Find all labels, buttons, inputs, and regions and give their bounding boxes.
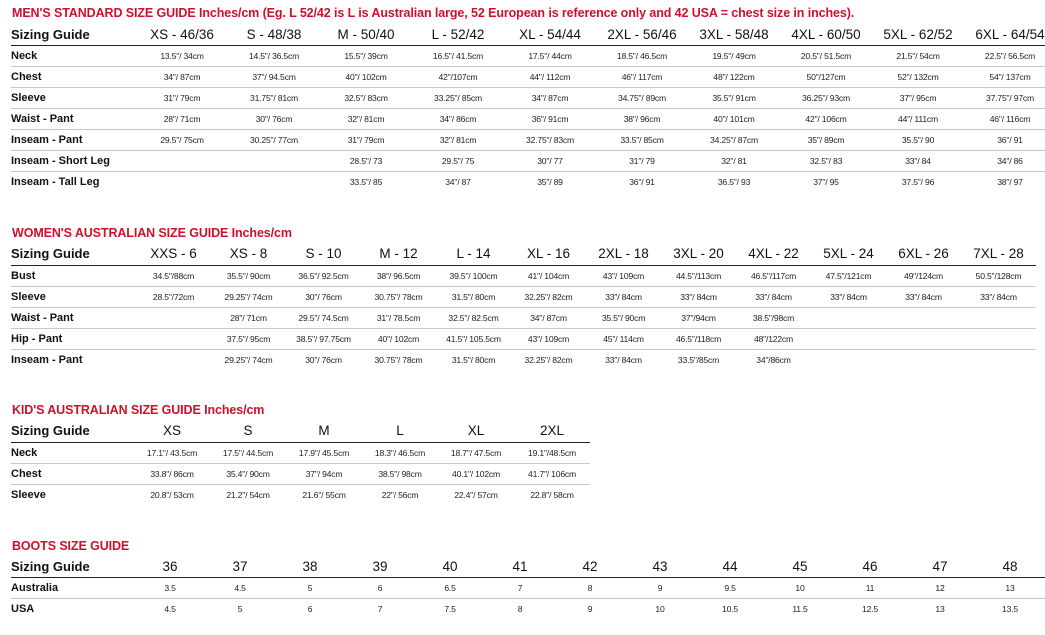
size-cell: 32.25"/ 82cm xyxy=(511,286,586,307)
size-cell: 19.1"/48.5cm xyxy=(514,442,590,463)
size-header-xs-8: XS - 8 xyxy=(211,243,286,265)
size-header-m: M xyxy=(286,420,362,442)
size-cell: 3.5 xyxy=(135,577,205,598)
row-sleeve xyxy=(11,484,590,505)
size-cell: 6.5 xyxy=(415,577,485,598)
size-cell: 13.5 xyxy=(1002,603,1018,614)
size-cell: 36.25"/ 93cm xyxy=(780,87,872,108)
size-cell: 33.5"/85cm xyxy=(677,354,720,365)
size-cell: 42"/ 106cm xyxy=(780,108,872,129)
size-cell: 9 xyxy=(625,577,695,598)
size-cell: 32.5"/ 82.5cm xyxy=(436,307,511,328)
size-cell: 17.5"/ 44cm xyxy=(504,45,596,66)
size-header-47: 47 xyxy=(905,557,975,577)
size-cell: 5 xyxy=(275,577,345,598)
size-cell: 52"/ 132cm xyxy=(872,66,964,87)
header-label: Sizing Guide xyxy=(11,557,135,577)
size-cell: 18.5"/ 46.5cm xyxy=(596,45,688,66)
row-inseam-short-leg xyxy=(11,150,1045,171)
size-cell: 36.5"/ 92.5cm xyxy=(286,265,361,286)
size-cell: 32"/ 81cm xyxy=(320,108,412,129)
size-cell: 37.5"/ 95cm xyxy=(211,328,286,349)
size-cell: 21.2"/ 54cm xyxy=(226,489,270,500)
size-header-46: 46 xyxy=(835,557,905,577)
size-cell: 39.5"/ 100cm xyxy=(436,265,511,286)
size-header-s-10: S - 10 xyxy=(286,243,361,265)
row-inseam-pant xyxy=(11,349,1036,370)
size-cell xyxy=(961,349,1036,370)
size-cell: 28.5"/72cm xyxy=(136,286,211,307)
size-cell: 28.5"/ 73 xyxy=(320,150,412,171)
size-header-5xl-24: 5XL - 24 xyxy=(811,243,886,265)
size-cell: 20.8"/ 53cm xyxy=(150,489,194,500)
size-cell: 17.5"/ 44.5cm xyxy=(210,442,286,463)
size-cell: 35.4"/ 90cm xyxy=(210,463,286,484)
size-cell: 7 xyxy=(377,603,383,614)
size-cell: 28"/ 71cm xyxy=(211,307,286,328)
size-cell: 9.5 xyxy=(695,577,765,598)
size-cell: 13 xyxy=(935,603,945,614)
size-cell: 34"/ 87cm xyxy=(511,307,586,328)
size-cell: 22"/ 56cm xyxy=(381,489,419,500)
size-header-2xl: 2XL xyxy=(514,420,590,442)
size-cell: 37"/ 95cm xyxy=(872,87,964,108)
size-cell: 34"/ 87cm xyxy=(136,66,228,87)
row-label: Inseam - Pant xyxy=(11,353,83,366)
kids-size-guide-title: KID'S AUSTRALIAN SIZE GUIDE Inches/cm xyxy=(12,403,265,417)
size-cell: 35"/ 89cm xyxy=(780,129,872,150)
size-cell: 10 xyxy=(765,577,835,598)
size-cell: 37"/ 94.5cm xyxy=(228,66,320,87)
header-label: Sizing Guide xyxy=(11,243,136,265)
size-header-l-14: L - 14 xyxy=(436,243,511,265)
size-cell xyxy=(811,349,886,370)
size-cell: 33"/ 84cm xyxy=(886,286,961,307)
size-header-xl: XL xyxy=(438,420,514,442)
size-cell: 34"/ 87 xyxy=(445,176,471,187)
size-cell: 46"/ 117cm xyxy=(596,66,688,87)
size-header-xl-54-44: XL - 54/44 xyxy=(504,24,596,45)
row-waist-pant xyxy=(11,307,1036,328)
size-cell: 29.5"/ 75 xyxy=(412,150,504,171)
size-header-44: 44 xyxy=(695,557,765,577)
size-cell: 40"/ 102cm xyxy=(320,66,412,87)
size-header-3xl-20: 3XL - 20 xyxy=(661,243,736,265)
row-label: Sleeve xyxy=(11,286,136,307)
size-cell: 14.5"/ 36.5cm xyxy=(228,45,320,66)
size-cell: 34.25"/ 87cm xyxy=(688,129,780,150)
size-cell xyxy=(136,171,228,192)
row-label: Neck xyxy=(11,442,134,463)
size-cell: 42"/107cm xyxy=(412,66,504,87)
size-cell: 30"/ 77 xyxy=(504,150,596,171)
kids-size-table xyxy=(11,420,590,505)
size-cell xyxy=(136,150,228,171)
size-cell: 8 xyxy=(555,577,625,598)
row-label: Sleeve xyxy=(11,87,136,108)
header-row xyxy=(11,420,590,442)
size-header-36: 36 xyxy=(135,557,205,577)
size-cell: 34"/ 87cm xyxy=(504,87,596,108)
row-label: USA xyxy=(11,602,35,615)
size-cell: 38"/ 97 xyxy=(997,176,1023,187)
row-inseam-pant xyxy=(11,129,1045,150)
size-cell: 40"/ 102cm xyxy=(361,328,436,349)
row-hip-pant xyxy=(11,328,1036,349)
size-cell: 31"/ 79cm xyxy=(320,129,412,150)
mens-size-table xyxy=(11,24,1045,192)
size-cell: 20.5"/ 51.5cm xyxy=(780,45,872,66)
womens-size-guide-title: WOMEN'S AUSTRALIAN SIZE GUIDE Inches/cm xyxy=(12,226,292,240)
size-cell: 29.25"/ 74cm xyxy=(211,286,286,307)
size-cell: 4.5 xyxy=(205,577,275,598)
size-cell: 33"/ 84cm xyxy=(961,286,1036,307)
size-cell: 36.5"/ 93 xyxy=(717,176,751,187)
size-cell xyxy=(811,307,886,328)
womens-size-table xyxy=(11,243,1036,370)
size-cell: 37"/ 95 xyxy=(813,176,839,187)
row-usa xyxy=(11,598,1045,619)
size-cell xyxy=(886,349,961,370)
size-cell xyxy=(136,307,211,328)
size-cell: 35.5"/ 90cm xyxy=(586,307,661,328)
row-australia xyxy=(11,577,1045,598)
size-cell: 8 xyxy=(517,603,523,614)
header-row xyxy=(11,24,1045,45)
size-cell: 34.75"/ 89cm xyxy=(596,87,688,108)
size-cell: 50"/127cm xyxy=(780,66,872,87)
size-cell: 31"/ 79cm xyxy=(136,87,228,108)
size-cell: 17.9"/ 45.5cm xyxy=(286,442,362,463)
boots-size-table xyxy=(11,557,1045,619)
size-header-6xl-64-54: 6XL - 64/54 xyxy=(964,24,1045,45)
row-label: Inseam - Pant xyxy=(11,129,136,150)
size-cell: 6 xyxy=(307,603,313,614)
size-cell: 35.5"/ 90cm xyxy=(211,265,286,286)
size-cell: 32.5"/ 83cm xyxy=(320,87,412,108)
size-cell: 31"/ 79 xyxy=(596,150,688,171)
size-cell: 46.5"/118cm xyxy=(661,328,736,349)
size-cell: 30.75"/ 78cm xyxy=(374,354,423,365)
size-header-xl-16: XL - 16 xyxy=(511,243,586,265)
size-cell: 15.5"/ 39cm xyxy=(320,45,412,66)
size-header-42: 42 xyxy=(555,557,625,577)
row-waist-pant xyxy=(11,108,1045,129)
row-sleeve xyxy=(11,87,1045,108)
size-cell: 34"/ 86cm xyxy=(412,108,504,129)
size-cell: 48"/ 122cm xyxy=(688,66,780,87)
header-label: Sizing Guide xyxy=(11,420,134,442)
size-cell xyxy=(228,171,320,192)
row-sleeve xyxy=(11,286,1036,307)
size-header-xs: XS xyxy=(134,420,210,442)
size-cell: 44"/ 112cm xyxy=(504,66,596,87)
size-cell: 45"/ 114cm xyxy=(586,328,661,349)
size-cell: 38.5"/ 98cm xyxy=(362,463,438,484)
size-cell: 11.5 xyxy=(792,603,808,614)
size-cell: 30"/ 76cm xyxy=(305,354,342,365)
size-header-39: 39 xyxy=(345,557,415,577)
size-cell: 31.5"/ 80cm xyxy=(451,354,496,365)
size-cell xyxy=(886,307,961,328)
size-cell: 37"/ 94cm xyxy=(286,463,362,484)
size-cell: 33.8"/ 86cm xyxy=(134,463,210,484)
row-label: Waist - Pant xyxy=(11,108,136,129)
size-cell: 46"/ 116cm xyxy=(964,108,1045,129)
size-cell: 29.5"/ 74.5cm xyxy=(286,307,361,328)
size-cell: 17.1"/ 43.5cm xyxy=(134,442,210,463)
size-cell: 49"/124cm xyxy=(886,265,961,286)
size-header-4xl-60-50: 4XL - 60/50 xyxy=(780,24,872,45)
size-cell: 33"/ 84cm xyxy=(586,286,661,307)
size-cell: 44"/ 111cm xyxy=(872,108,964,129)
row-label: Inseam - Tall Leg xyxy=(11,175,100,188)
size-cell: 33.5"/ 85 xyxy=(349,176,383,187)
size-cell: 33"/ 84cm xyxy=(605,354,642,365)
size-cell: 28"/ 71cm xyxy=(136,108,228,129)
size-cell: 22.4"/ 57cm xyxy=(454,489,498,500)
row-label: Chest xyxy=(11,66,136,87)
size-header-43: 43 xyxy=(625,557,695,577)
size-cell: 36"/ 91 xyxy=(629,176,655,187)
size-cell: 36"/ 91cm xyxy=(504,108,596,129)
size-cell xyxy=(811,328,886,349)
size-cell: 38.5"/98cm xyxy=(736,307,811,328)
size-cell xyxy=(961,328,1036,349)
size-cell xyxy=(961,307,1036,328)
size-cell: 36"/ 91 xyxy=(964,129,1045,150)
size-header-7xl-28: 7XL - 28 xyxy=(961,243,1036,265)
size-header-40: 40 xyxy=(415,557,485,577)
size-header-37: 37 xyxy=(205,557,275,577)
row-label: Chest xyxy=(11,463,134,484)
size-cell: 38"/ 96cm xyxy=(596,108,688,129)
size-cell: 6 xyxy=(345,577,415,598)
size-header-xxs-6: XXS - 6 xyxy=(136,243,211,265)
size-cell: 44.5"/113cm xyxy=(661,265,736,286)
size-cell: 7.5 xyxy=(444,603,456,614)
size-cell: 37"/94cm xyxy=(661,307,736,328)
boots-size-guide-title: BOOTS SIZE GUIDE xyxy=(12,539,130,553)
size-cell: 30.75"/ 78cm xyxy=(361,286,436,307)
row-label: Australia xyxy=(11,577,135,598)
header-row xyxy=(11,557,1045,577)
row-chest xyxy=(11,66,1045,87)
size-cell: 21.5"/ 54cm xyxy=(872,45,964,66)
size-cell: 54"/ 137cm xyxy=(964,66,1045,87)
size-cell: 34"/86cm xyxy=(756,354,791,365)
size-header-4xl-22: 4XL - 22 xyxy=(736,243,811,265)
size-cell: 13.5"/ 34cm xyxy=(136,45,228,66)
size-cell: 40.1"/ 102cm xyxy=(438,463,514,484)
row-neck xyxy=(11,442,590,463)
mens-size-guide-title: MEN'S STANDARD SIZE GUIDE Inches/cm (Eg. L 52/42 is L is Australian large, 52 European is reference only and 42 USA = chest size in inches). xyxy=(12,6,855,20)
size-cell: 50.5"/128cm xyxy=(961,265,1036,286)
size-cell: 48"/122cm xyxy=(736,328,811,349)
size-header-41: 41 xyxy=(485,557,555,577)
row-bust xyxy=(11,265,1036,286)
size-cell: 19.5"/ 49cm xyxy=(688,45,780,66)
size-header-l-52-42: L - 52/42 xyxy=(412,24,504,45)
size-cell: 43"/ 109cm xyxy=(511,328,586,349)
row-label: Inseam - Short Leg xyxy=(11,150,136,171)
size-cell: 31.75"/ 81cm xyxy=(228,87,320,108)
size-cell: 4.5 xyxy=(164,603,176,614)
size-cell: 34.5"/88cm xyxy=(136,265,211,286)
size-cell: 21.6"/ 55cm xyxy=(302,489,346,500)
size-cell: 33"/ 84cm xyxy=(811,286,886,307)
size-cell xyxy=(228,150,320,171)
size-cell: 5 xyxy=(237,603,243,614)
size-cell: 46.5"/117cm xyxy=(736,265,811,286)
size-cell: 12 xyxy=(905,577,975,598)
row-label: Sleeve xyxy=(11,488,46,501)
size-cell: 31.5"/ 80cm xyxy=(436,286,511,307)
size-header-l: L xyxy=(362,420,438,442)
size-cell xyxy=(886,328,961,349)
size-cell: 38.5"/ 97.75cm xyxy=(286,328,361,349)
size-header-6xl-26: 6XL - 26 xyxy=(886,243,961,265)
size-cell: 35"/ 89 xyxy=(537,176,563,187)
size-cell: 29.5"/ 75cm xyxy=(136,129,228,150)
row-label: Bust xyxy=(11,265,136,286)
size-cell: 33"/ 84cm xyxy=(736,286,811,307)
size-header-m-12: M - 12 xyxy=(361,243,436,265)
size-cell: 35.5"/ 91cm xyxy=(688,87,780,108)
size-cell: 47.5"/121cm xyxy=(811,265,886,286)
size-cell: 22.8"/ 58cm xyxy=(530,489,574,500)
row-label: Hip - Pant xyxy=(11,328,136,349)
size-header-5xl-62-52: 5XL - 62/52 xyxy=(872,24,964,45)
size-header-2xl-18: 2XL - 18 xyxy=(586,243,661,265)
size-header-45: 45 xyxy=(765,557,835,577)
size-header-48: 48 xyxy=(975,557,1045,577)
size-cell: 43"/ 109cm xyxy=(586,265,661,286)
size-cell: 9 xyxy=(587,603,593,614)
size-header-s: S xyxy=(210,420,286,442)
size-cell: 33.5"/ 85cm xyxy=(596,129,688,150)
size-header-xs-46-36: XS - 46/36 xyxy=(136,24,228,45)
size-cell: 37.75"/ 97cm xyxy=(964,87,1045,108)
size-cell: 31"/ 78.5cm xyxy=(361,307,436,328)
size-cell: 10 xyxy=(655,603,665,614)
row-neck xyxy=(11,45,1045,66)
row-inseam-tall-leg xyxy=(11,171,1045,192)
size-cell: 37.5"/ 96 xyxy=(901,176,935,187)
size-cell: 30"/ 76cm xyxy=(286,286,361,307)
size-header-m-50-40: M - 50/40 xyxy=(320,24,412,45)
size-cell: 22.5"/ 56.5cm xyxy=(964,45,1045,66)
size-cell: 32"/ 81 xyxy=(688,150,780,171)
size-cell: 32"/ 81cm xyxy=(412,129,504,150)
header-row xyxy=(11,243,1036,265)
size-cell: 33"/ 84cm xyxy=(661,286,736,307)
size-cell: 13 xyxy=(975,577,1045,598)
size-header-2xl-56-46: 2XL - 56/46 xyxy=(596,24,688,45)
size-header-s-48-38: S - 48/38 xyxy=(228,24,320,45)
size-cell: 12.5 xyxy=(862,603,878,614)
size-header-3xl-58-48: 3XL - 58/48 xyxy=(688,24,780,45)
size-cell: 16.5"/ 41.5cm xyxy=(412,45,504,66)
size-cell: 10.5 xyxy=(722,603,738,614)
size-cell: 7 xyxy=(485,577,555,598)
size-cell: 33.25"/ 85cm xyxy=(412,87,504,108)
size-cell: 18.3"/ 46.5cm xyxy=(362,442,438,463)
size-cell: 40"/ 101cm xyxy=(688,108,780,129)
size-cell: 33"/ 84 xyxy=(872,150,964,171)
size-cell xyxy=(136,328,211,349)
size-cell: 18.7"/ 47.5cm xyxy=(438,442,514,463)
size-cell: 29.25"/ 74cm xyxy=(224,354,273,365)
row-label: Neck xyxy=(11,45,136,66)
size-cell: 30.25"/ 77cm xyxy=(228,129,320,150)
size-cell: 11 xyxy=(835,577,905,598)
size-cell: 41"/ 104cm xyxy=(511,265,586,286)
size-cell: 35.5"/ 90 xyxy=(872,129,964,150)
size-cell xyxy=(136,349,211,370)
row-chest xyxy=(11,463,590,484)
size-cell: 38"/ 96.5cm xyxy=(361,265,436,286)
header-label: Sizing Guide xyxy=(11,24,136,45)
size-cell: 41.5"/ 105.5cm xyxy=(436,328,511,349)
row-label: Waist - Pant xyxy=(11,307,136,328)
size-cell: 30"/ 76cm xyxy=(228,108,320,129)
size-cell: 32.5"/ 83 xyxy=(780,150,872,171)
size-cell: 34"/ 86 xyxy=(964,150,1045,171)
size-cell: 32.25"/ 82cm xyxy=(524,354,573,365)
size-cell: 41.7"/ 106cm xyxy=(514,463,590,484)
size-header-38: 38 xyxy=(275,557,345,577)
size-cell: 32.75"/ 83cm xyxy=(504,129,596,150)
